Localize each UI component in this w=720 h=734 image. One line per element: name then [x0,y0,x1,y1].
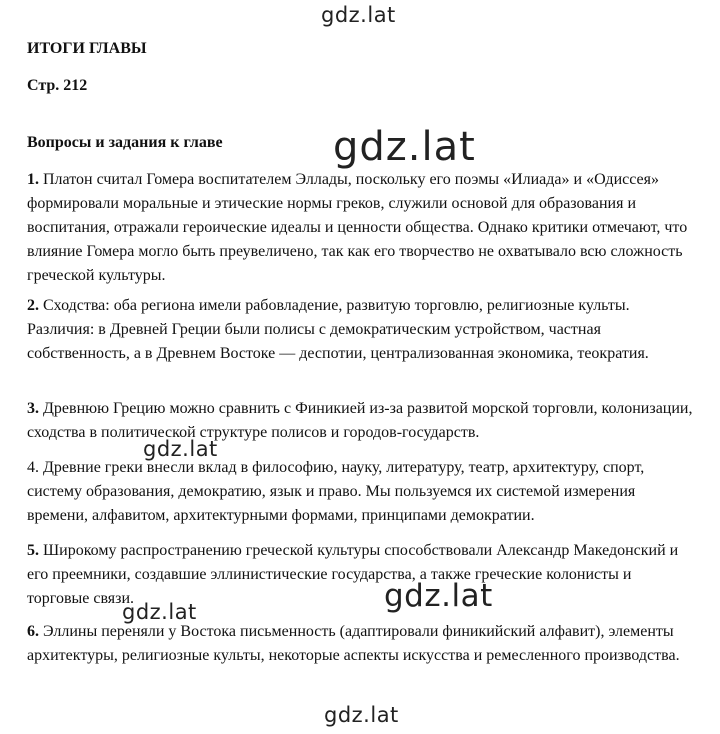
answer-number: 5. [27,542,39,559]
answer-3 [27,397,693,445]
answer-number: 1. [27,171,39,188]
answer-2 [27,294,693,366]
answer-text: Широкому распространению греческой культуры способствовали Александр Македонский и его преемники, создавшие эллинистические государства, а также греческие колонисты и торговые связи. [27,542,679,607]
section-title: Вопросы и задания к главе [27,134,223,151]
answer-number: 2. [27,297,39,314]
watermark-top: gdz.lat [321,3,396,27]
watermark-left: gdz.lat [143,437,218,461]
watermark-bottom: gdz.lat [324,703,399,727]
answer-text: Древние греки внесли вклад в философию, науку, литературу, театр, архитектуру, спорт, систему образования, демократию, язык и право. Мы пользуемся их системой измерения времени, алфавитом, архитектурными формами, принципами демократии. [27,459,645,524]
answer-number: 4. [27,459,39,476]
answer-6 [27,620,693,668]
answer-number: 6. [27,623,39,640]
page-reference: Стр. 212 [27,77,88,94]
answer-text: Платон считал Гомера воспитателем Эллады, поскольку его поэмы «Илиада» и «Одиссея» формировали моральные и этические нормы греков, служили основой для образования и воспитания, отражали героические идеалы и ценности общества. Однако критики отмечают, что влияние Гомера могло быть преувеличено, так как его творчество не охватывало всю сложность греческой культуры. [27,171,688,284]
answer-number: 3. [27,400,39,417]
answer-1 [27,168,693,288]
chapter-title: ИТОГИ ГЛАВЫ [27,40,147,57]
answer-text: Эллины переняли у Востока письменность (адаптировали финикийский алфавит), элементы архитектуры, религиозные культы, некоторые аспекты искусства и ремесленного производства. [27,623,680,664]
watermark-right: gdz.lat [384,578,493,614]
watermark-large: gdz.lat [333,124,476,170]
answer-4 [27,456,693,528]
watermark-left-lower: gdz.lat [122,600,197,624]
answer-text: Сходства: оба региона имели рабовладение, развитую торговлю, религиозные культы. Различия: в Древней Греции были полисы с демократическим устройством, частная собственность, а в Древнем Востоке — деспотии, централизованная экономика, теократия. [27,297,649,362]
answer-text: Древнюю Грецию можно сравнить с Финикией из-за развитой морской торговли, колонизации, сходства в политической структуре полисов и городов-государств. [27,400,693,441]
